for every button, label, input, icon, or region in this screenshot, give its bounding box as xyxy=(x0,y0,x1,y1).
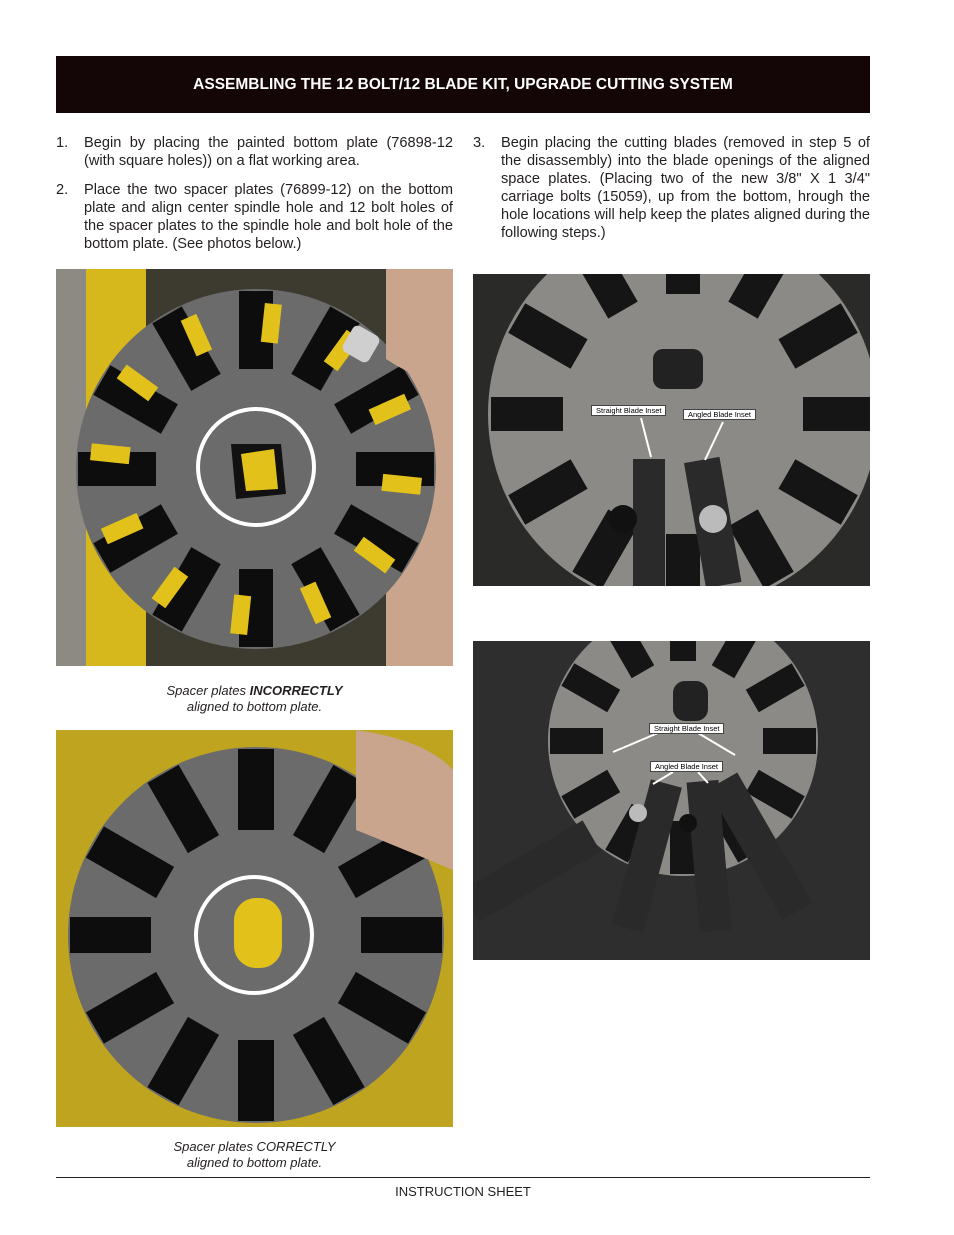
caption-incorrect xyxy=(56,683,453,715)
caption-correct xyxy=(56,1139,453,1171)
caption-incorrect-line1 xyxy=(56,683,453,699)
photo-blades-step-a xyxy=(473,274,870,586)
step-2 xyxy=(56,181,453,257)
step-text: Place the two spacer plates (76899-12) on the bottom plate and align center spindle hole and 12 bolt holes of the spacer plates to the spindle hole and bolt hole of the bottom plate. (See photos below.) xyxy=(84,182,453,252)
step-number: 2. xyxy=(56,182,69,198)
step-text: Begin by placing the painted bottom plate (76898-12 (with square holes)) on a flat working area. xyxy=(84,135,453,169)
photo-plates-incorrect xyxy=(56,269,453,666)
step-number: 1. xyxy=(56,135,69,151)
page-title xyxy=(56,56,870,113)
step-text: Begin placing the cutting blades (removed in step 5 of the disassembly) into the blade openings of the aligned space plates. (Placing two of the new 3/8" X 1 3/4" carriage bolts (15059), up from the bottom, hrough the hole locations will help keep the plates aligned during the following steps.) xyxy=(501,135,870,241)
photo-plates-correct xyxy=(56,730,453,1127)
caption-incorrect-line2: aligned to bottom plate. xyxy=(186,699,323,714)
step-1 xyxy=(56,134,453,174)
label-angled-blade-inset: Angled Blade Inset xyxy=(683,409,756,420)
caption-emphasis: INCORRECTLY xyxy=(249,683,343,698)
caption-correct-line2: aligned to bottom plate. xyxy=(186,1155,323,1170)
label-angled-blade-inset: Angled Blade Inset xyxy=(650,761,723,772)
footer-text: INSTRUCTION SHEET xyxy=(395,1184,531,1199)
caption-correct-line1: Spacer plates CORRECTLY xyxy=(173,1139,336,1154)
page-title-text: ASSEMBLING THE 12 BOLT/12 BLADE KIT, UPGRADE CUTTING SYSTEM xyxy=(193,75,733,93)
label-straight-blade-inset: Straight Blade Inset xyxy=(649,723,724,734)
step-3 xyxy=(473,134,870,246)
step-number: 3. xyxy=(473,135,486,151)
caption-prefix: Spacer plates xyxy=(166,683,250,698)
footer-divider xyxy=(56,1177,870,1178)
label-straight-blade-inset: Straight Blade Inset xyxy=(591,405,666,416)
photo-blades-step-b xyxy=(473,641,870,960)
